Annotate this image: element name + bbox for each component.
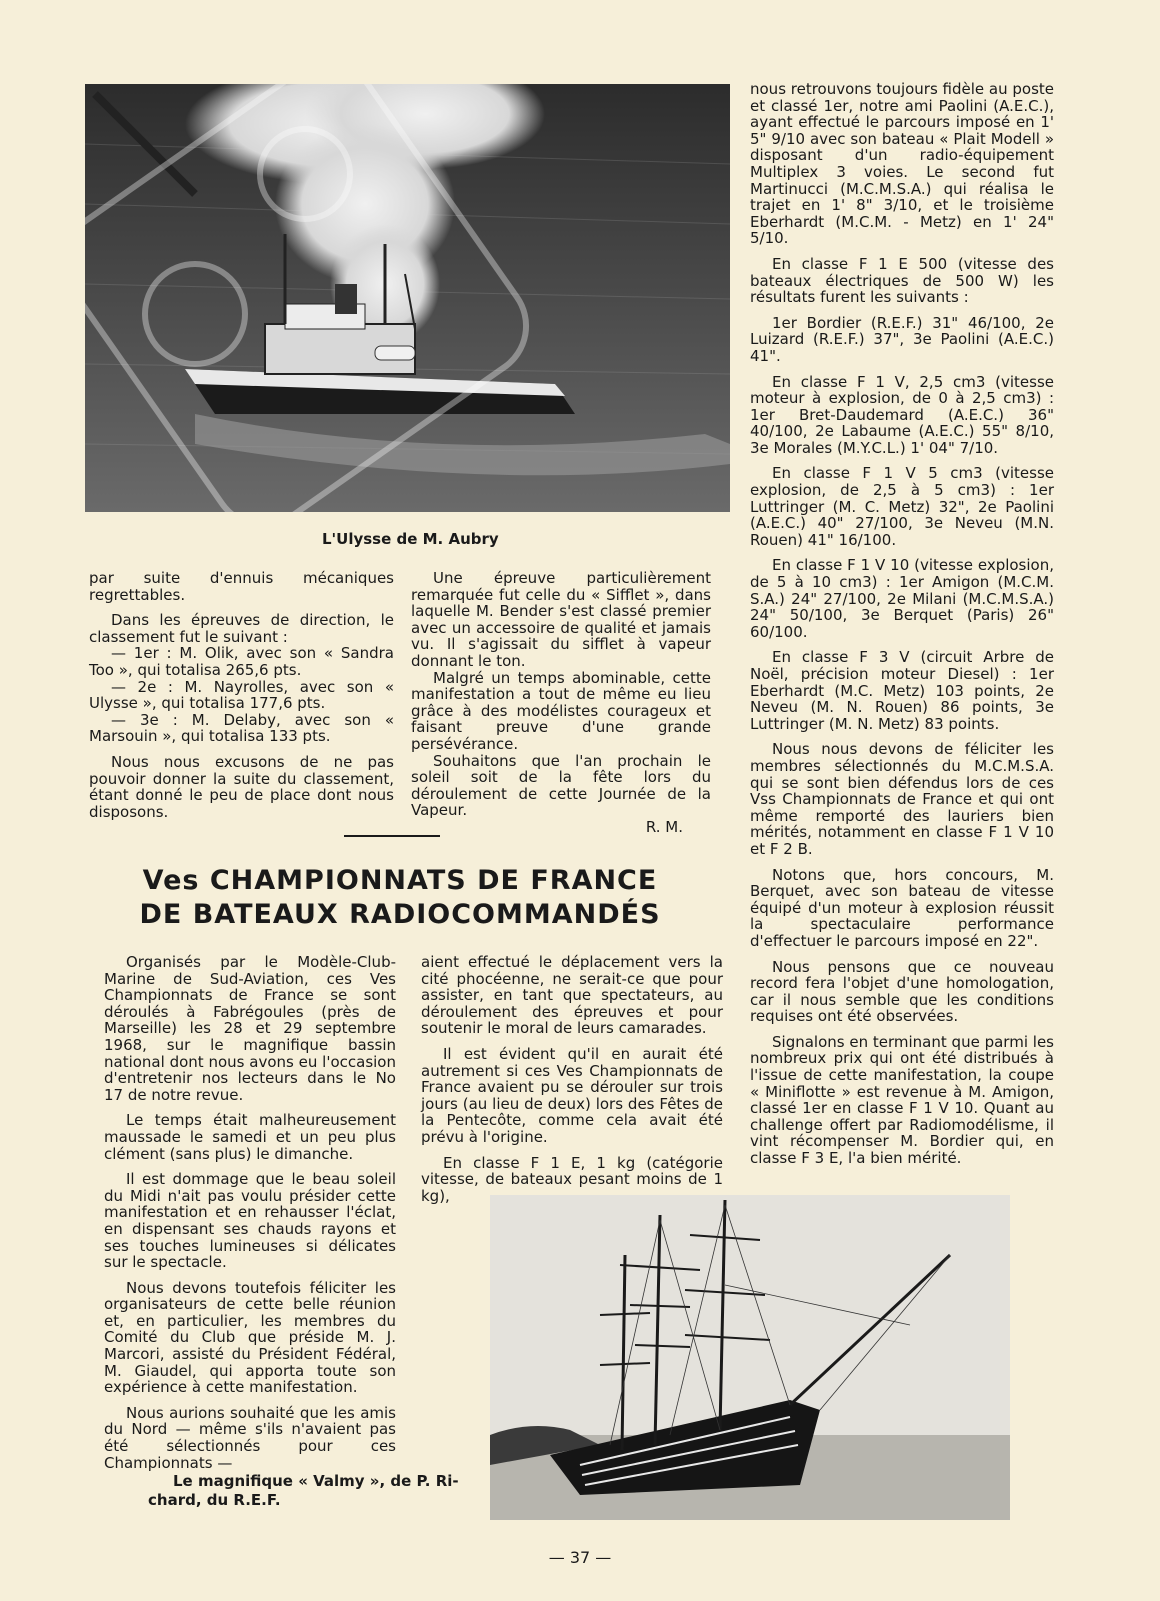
valmy-caption <box>148 1472 459 1510</box>
paragraph: Souhaitons que l'an prochain le soleil soit de la fête lors du déroulement de cette Journée de la Vapeur. <box>411 751 711 820</box>
valmy-caption-line-2: chard, du R.E.F. <box>148 1491 281 1509</box>
tugboat-photo <box>85 84 730 512</box>
paragraph: En classe F 1 V 10 (vitesse explosion, de 5 à 10 cm3) : 1er Amigon (M.C.M. S.A.) 24" 27/100, 2e Milani (M.C.M.S.A.) 24" 50/100, 3e Berquet (Paris) 26" 60/100. <box>750 556 1054 641</box>
valmy-ship-photo <box>490 1195 1010 1520</box>
middle-top-column <box>411 570 711 845</box>
middle-bottom-column <box>421 954 723 1213</box>
paragraph: En classe F 1 V, 2,5 cm3 (vitesse moteur à explosion, de 0 à 2,5 cm3) : 1er Bret-Daudemard (A.E.C.) 36" 40/100, 2e Labaume (A.E.C.) 55" 8/10, 3e Morales (M.Y.C.L.) 1' 04" 7/10. <box>750 372 1054 457</box>
headline-line-1: Ves CHAMPIONNATS DE FRANCE <box>142 865 658 896</box>
tugboat-photo-graphic <box>85 84 730 512</box>
list-item: — 1er : M. Olik, avec son « Sandra Too », qui totalisa 265,6 pts. <box>89 644 394 679</box>
paragraph: nous retrouvons toujours fidèle au poste et classé 1er, notre ami Paolini (A.E.C.), ayant effectué le parcours imposé en 1' 5" 9/10 avec son bateau « Plait Modell » disposant d'un radio-équipement Multiplex 3 voies. Le second fut Martinucci (M.C.M.S.A.) qui réalisa le trajet en 1' 8" 3/10, et le troisième Eberhardt (M.C.M. - Metz) en 1' 24" 5/10. <box>750 80 1055 248</box>
left-bottom-column <box>104 954 396 1480</box>
paragraph: En classe F 1 E, 1 kg (catégorie vitesse, de bateaux pesant moins de 1 kg), <box>421 1153 723 1205</box>
paragraph: Nous pensons que ce nouveau record fera l'objet d'une homologation, car il nous semble que les conditions requises ont été observées. <box>750 957 1054 1026</box>
section-divider <box>344 835 440 837</box>
paragraph: En classe F 3 V (circuit Arbre de Noël, précision moteur Diesel) : 1er Eberhardt (M.C. Metz) 103 points, 2e Neveu (M. N. Rouen) 86 points, 3e Luttringer (M. N. Metz) 83 points. <box>750 648 1054 733</box>
paragraph: Malgré un temps abominable, cette manifestation a tout de même eu lieu grâce à des modélistes courageux et faisant preuve d'une grande persévérance. <box>411 668 711 753</box>
article-headline <box>100 864 700 932</box>
paragraph: Une épreuve particulièrement remarquée fut celle du « Sifflet », dans laquelle M. Bender s'est classé premier avec un accessoire de qualité et jamais vu. Il s'agissait du sifflet à vapeur donnant le ton. <box>411 569 711 670</box>
paragraph: Nous nous excusons de ne pas pouvoir donner la suite du classement, étant donné le peu de place dont nous disposons. <box>89 752 394 821</box>
paragraph: par suite d'ennuis mécaniques regrettables. <box>89 569 394 604</box>
paragraph: Dans les épreuves de direction, le classement fut le suivant : <box>89 611 394 646</box>
paragraph: aient effectué le déplacement vers la cité phocéenne, ne serait-ce que pour assister, en tant que spectateurs, au déroulement des épreuves et pour soutenir le moral de leurs camarades. <box>421 953 723 1038</box>
paragraph: Nous nous devons de féliciter les membres sélectionnés du M.C.M.S.A. qui se sont bien défendus lors de ces Vss Championnats de France et qui ont même remporté des lauriers bien mérités, notamment en classe F 1 V 10 et F 2 B. <box>750 740 1054 858</box>
paragraph: Nous devons toutefois féliciter les organisateurs de cette belle réunion et, en particulier, les membres du Comité du Club que préside M. J. Marcori, assisté du Président Fédéral, M. Giaudel, qui apporta toute son expérience à cette manifestation. <box>104 1278 396 1397</box>
paragraph: En classe F 1 V 5 cm3 (vitesse explosion, de 2,5 à 5 cm3) : 1er Luttringer (M. C. Metz) 32", 2e Paolini (A.E.C.) 40" 27/100, 3e Neveu (M.N. Rouen) 41" 16/100. <box>750 464 1054 549</box>
left-top-column <box>89 570 394 829</box>
paragraph: 1er Bordier (R.E.F.) 31" 46/100, 2e Luizard (R.E.F.) 37", 3e Paolini (A.E.C.) 41". <box>750 313 1054 365</box>
paragraph: Le temps était malheureusement maussade le samedi et un peu plus clément (sans plus) le dimanche. <box>104 1111 396 1163</box>
paragraph: En classe F 1 E 500 (vitesse des bateaux électriques de 500 W) les résultats furent les suivants : <box>750 254 1054 307</box>
paragraph: Signalons en terminant que parmi les nombreux prix qui ont été distribués à l'issue de cette manifestation, la coupe « Miniflotte » est revenue à M. Amigon, classé 1er en classe F 1 V 10. Quant au challenge offert par Radiomodélisme, il vint récompenser M. Bordier qui, en classe F 3 E, l'a bien mérité. <box>750 1032 1054 1168</box>
paragraph: Notons que, hors concours, M. Berquet, avec son bateau de vitesse équipé d'un moteur à explosion réussit la spectaculaire performance d'effectuer le parcours imposé en 22". <box>750 865 1054 950</box>
page-number: — 37 — <box>548 1548 612 1567</box>
signature: R. M. <box>645 817 683 836</box>
tugboat-caption: L'Ulysse de M. Aubry <box>322 530 499 548</box>
paragraph: Organisés par le Modèle-Club-Marine de Sud-Aviation, ces Ves Championnats de France se sont déroulés à Fabrégoules (près de Marseille) les 28 et 29 septembre 1968, sur le magnifique bassin national dont nous avons eu l'occasion d'entretenir nos lecteurs dans le No 17 de notre revue. <box>104 953 396 1104</box>
valmy-ship-graphic <box>490 1195 1010 1520</box>
list-item: — 3e : M. Delaby, avec son « Marsouin », qui totalisa 133 pts. <box>89 710 394 746</box>
valmy-caption-line-1: Le magnifique « Valmy », de P. Ri- <box>173 1472 459 1490</box>
headline-line-2: DE BATEAUX RADIOCOMMANDÉS <box>139 899 661 930</box>
paragraph: Il est évident qu'il en aurait été autrement si ces Ves Championnats de France avaient pu se dérouler sur trois jours (au lieu de deux) lors des Fêtes de la Pentecôte, comme cela avait été prévu à l'origine. <box>421 1044 723 1146</box>
paragraph: Il est dommage que le beau soleil du Midi n'ait pas voulu présider cette manifestation et en rehausser l'éclat, en dispensant ses chauds rayons et ses touches lumineuses si délicates sur le spectacle. <box>104 1170 396 1272</box>
right-column <box>750 81 1054 1176</box>
list-item: — 2e : M. Nayrolles, avec son « Ulysse », qui totalisa 177,6 pts. <box>89 677 394 713</box>
paragraph: Nous aurions souhaité que les amis du Nord — même s'ils n'avaient pas été sélectionnés pour ces Championnats — <box>104 1403 396 1472</box>
